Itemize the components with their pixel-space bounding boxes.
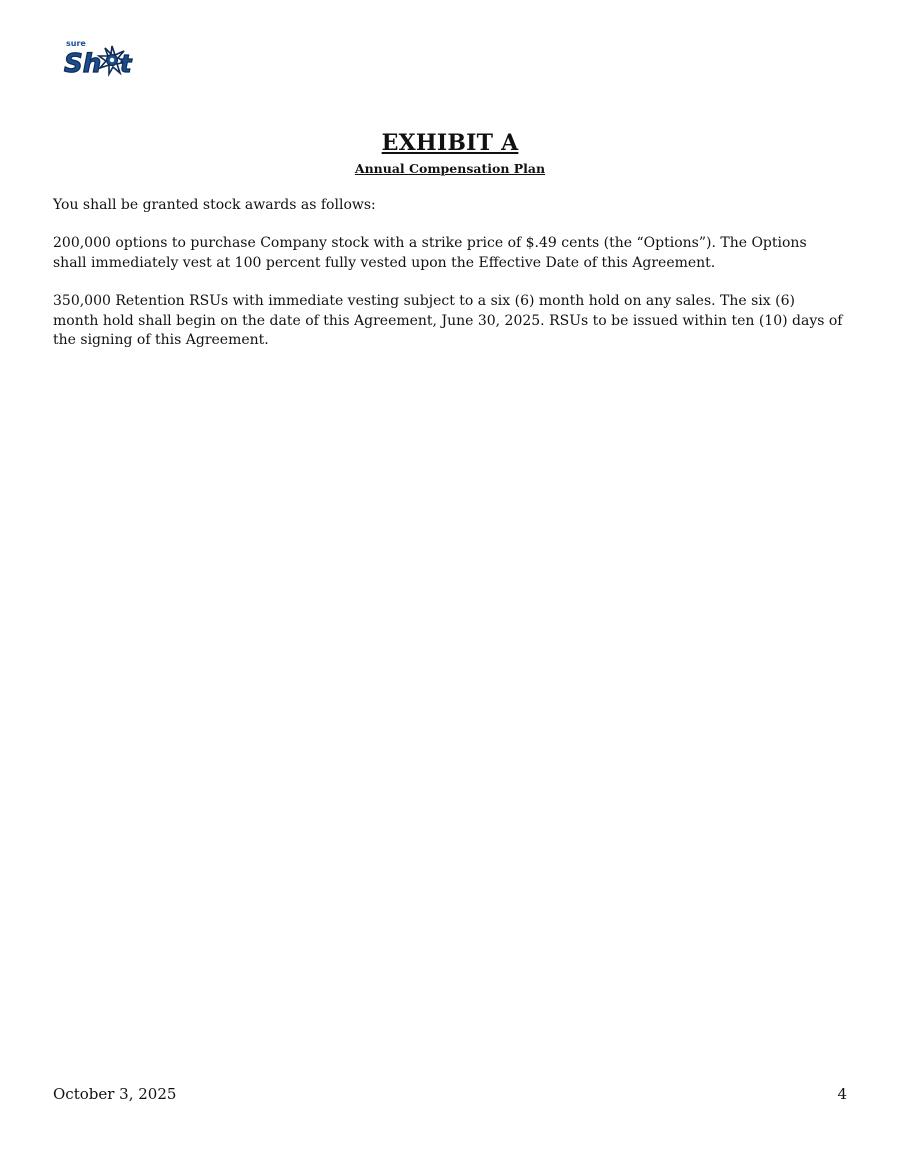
logo-small-text: sure xyxy=(66,39,86,48)
sureshot-logo xyxy=(62,36,142,80)
intro-paragraph: You shall be granted stock awards as follows: xyxy=(53,197,376,213)
svg-text:t: t xyxy=(120,50,132,78)
options-paragraph: 200,000 options to purchase Company stock with a strike price of $.49 cents (the “Options”). The Options shall immediately vest at 100 percent fully vested upon the Effective Date of this Agreement. xyxy=(53,235,807,271)
svg-text:Sh: Sh xyxy=(64,49,102,79)
exhibit-title: EXHIBIT A xyxy=(381,130,519,156)
exhibit-subtitle: Annual Compensation Plan xyxy=(354,161,546,176)
rsus-paragraph: 350,000 Retention RSUs with immediate vesting subject to a six (6) month hold on any sales. The six (6) month hold shall begin on the date of this Agreement, June 30, 2025. RSUs to be issued within ten (10) days of the signing of this Agreement. xyxy=(53,293,843,348)
logo-main-text: Shot xyxy=(62,36,65,37)
footer-date: October 3, 2025 xyxy=(53,1085,177,1103)
page-number: 4 xyxy=(837,1085,847,1103)
